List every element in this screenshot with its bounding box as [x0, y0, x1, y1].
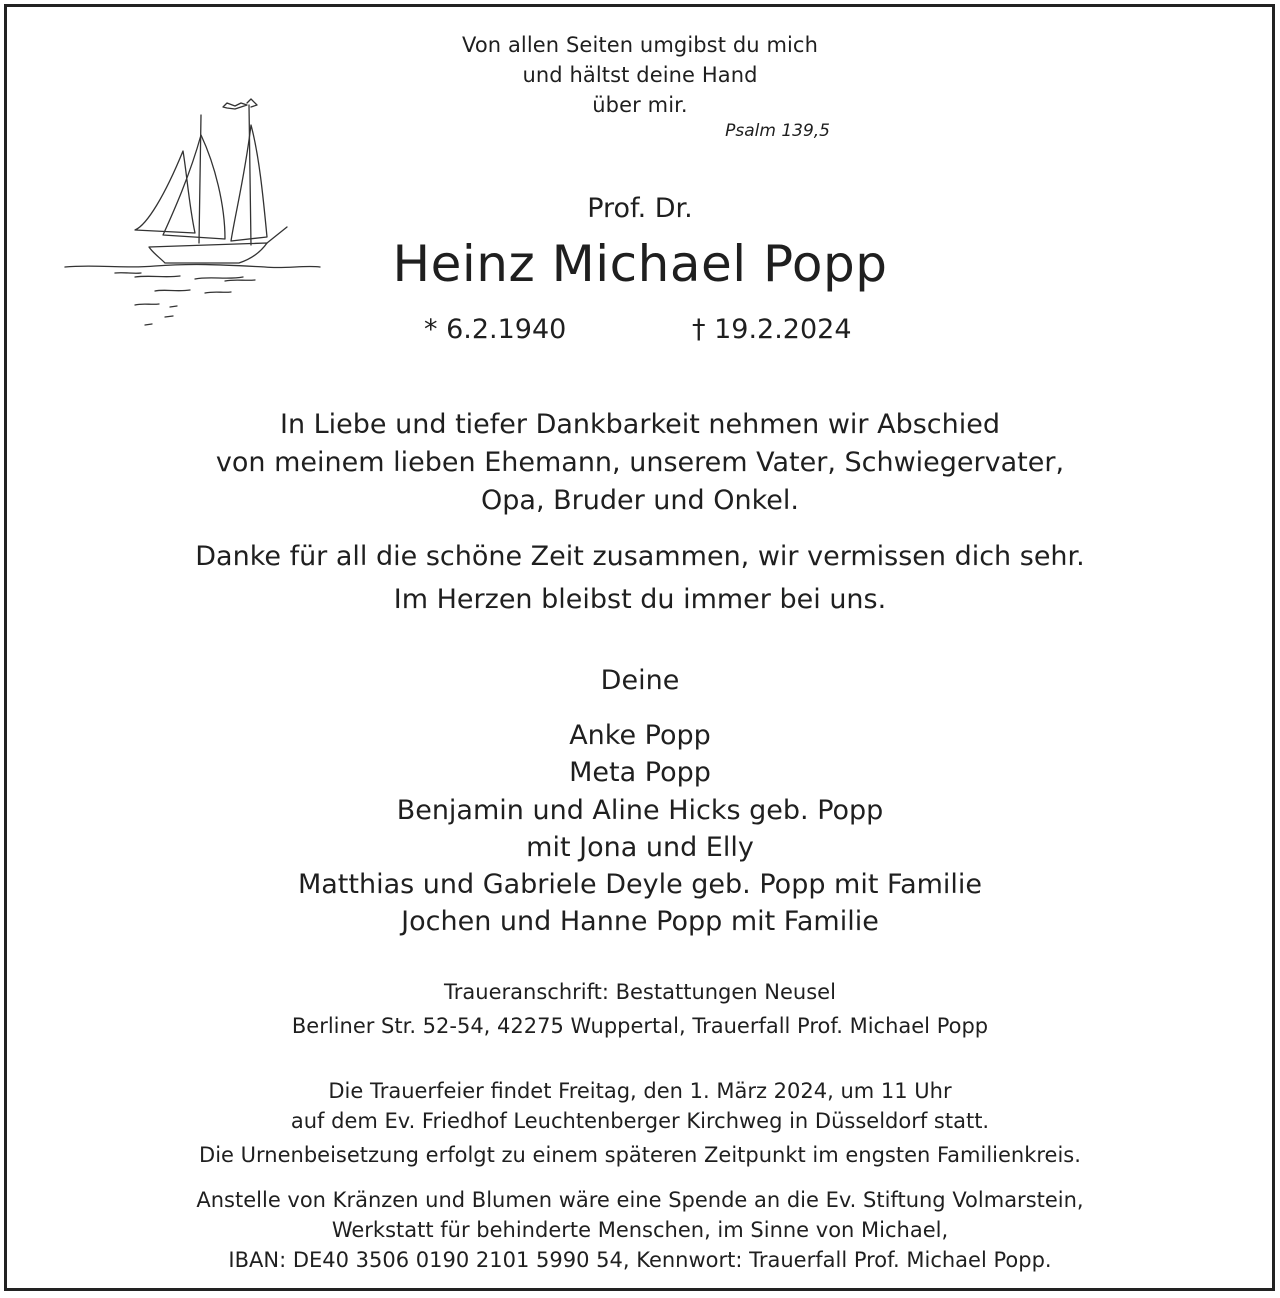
mourner-name: Matthias und Gabriele Deyle geb. Popp mit Familie	[297, 869, 983, 900]
mourner-name: Benjamin und Aline Hicks geb. Popp	[396, 795, 884, 826]
motto-line: und hältst deine Hand	[522, 63, 758, 87]
announcement-line: von meinem lieben Ehemann, unserem Vater, Schwiegervater,	[215, 447, 1065, 478]
mourner-name: Jochen und Hanne Popp mit Familie	[401, 906, 879, 937]
motto-line: Von allen Seiten umgibst du mich	[461, 33, 818, 57]
farewell-line: Im Herzen bleibst du immer bei uns.	[393, 584, 887, 615]
mourner-name: Meta Popp	[569, 757, 711, 788]
birth-date: * 6.2.1940	[424, 314, 567, 345]
ceremony-line: Die Trauerfeier findet Freitag, den 1. März 2024, um 11 Uhr	[328, 1079, 952, 1103]
donation-line: IBAN: DE40 3506 0190 2101 5990 54, Kennwort: Trauerfall Prof. Michael Popp.	[228, 1248, 1052, 1272]
motto-line: über mir.	[592, 93, 688, 117]
donation-line: Werkstatt für behinderte Menschen, im Sinne von Michael,	[331, 1218, 949, 1242]
death-date: † 19.2.2024	[692, 314, 852, 345]
motto-source: Psalm 139,5	[725, 121, 830, 141]
deceased-name: Heinz Michael Popp	[392, 235, 888, 293]
ceremony-line: Die Urnenbeisetzung erfolgt zu einem späteren Zeitpunkt im engsten Familienkreis.	[199, 1143, 1081, 1167]
donation-line: Anstelle von Kränzen und Blumen wäre eine Spende an die Ev. Stiftung Volmarstein,	[196, 1188, 1084, 1212]
announcement-line: In Liebe und tiefer Dankbarkeit nehmen wir Abschied	[279, 409, 1000, 440]
address-line: Traueranschrift: Bestattungen Neusel	[444, 980, 836, 1004]
address-line: Berliner Str. 52-54, 42275 Wuppertal, Trauerfall Prof. Michael Popp	[291, 1014, 989, 1038]
farewell-line: Danke für all die schöne Zeit zusammen, wir vermissen dich sehr.	[195, 541, 1085, 572]
announcement-line: Opa, Bruder und Onkel.	[481, 485, 799, 516]
ceremony-line: auf dem Ev. Friedhof Leuchtenberger Kirchweg in Düsseldorf statt.	[290, 1109, 990, 1133]
mourner-name: mit Jona und Elly	[526, 832, 754, 863]
mourner-name: Anke Popp	[569, 720, 711, 751]
academic-title: Prof. Dr.	[587, 193, 693, 224]
mourners-intro: Deine	[600, 665, 680, 696]
